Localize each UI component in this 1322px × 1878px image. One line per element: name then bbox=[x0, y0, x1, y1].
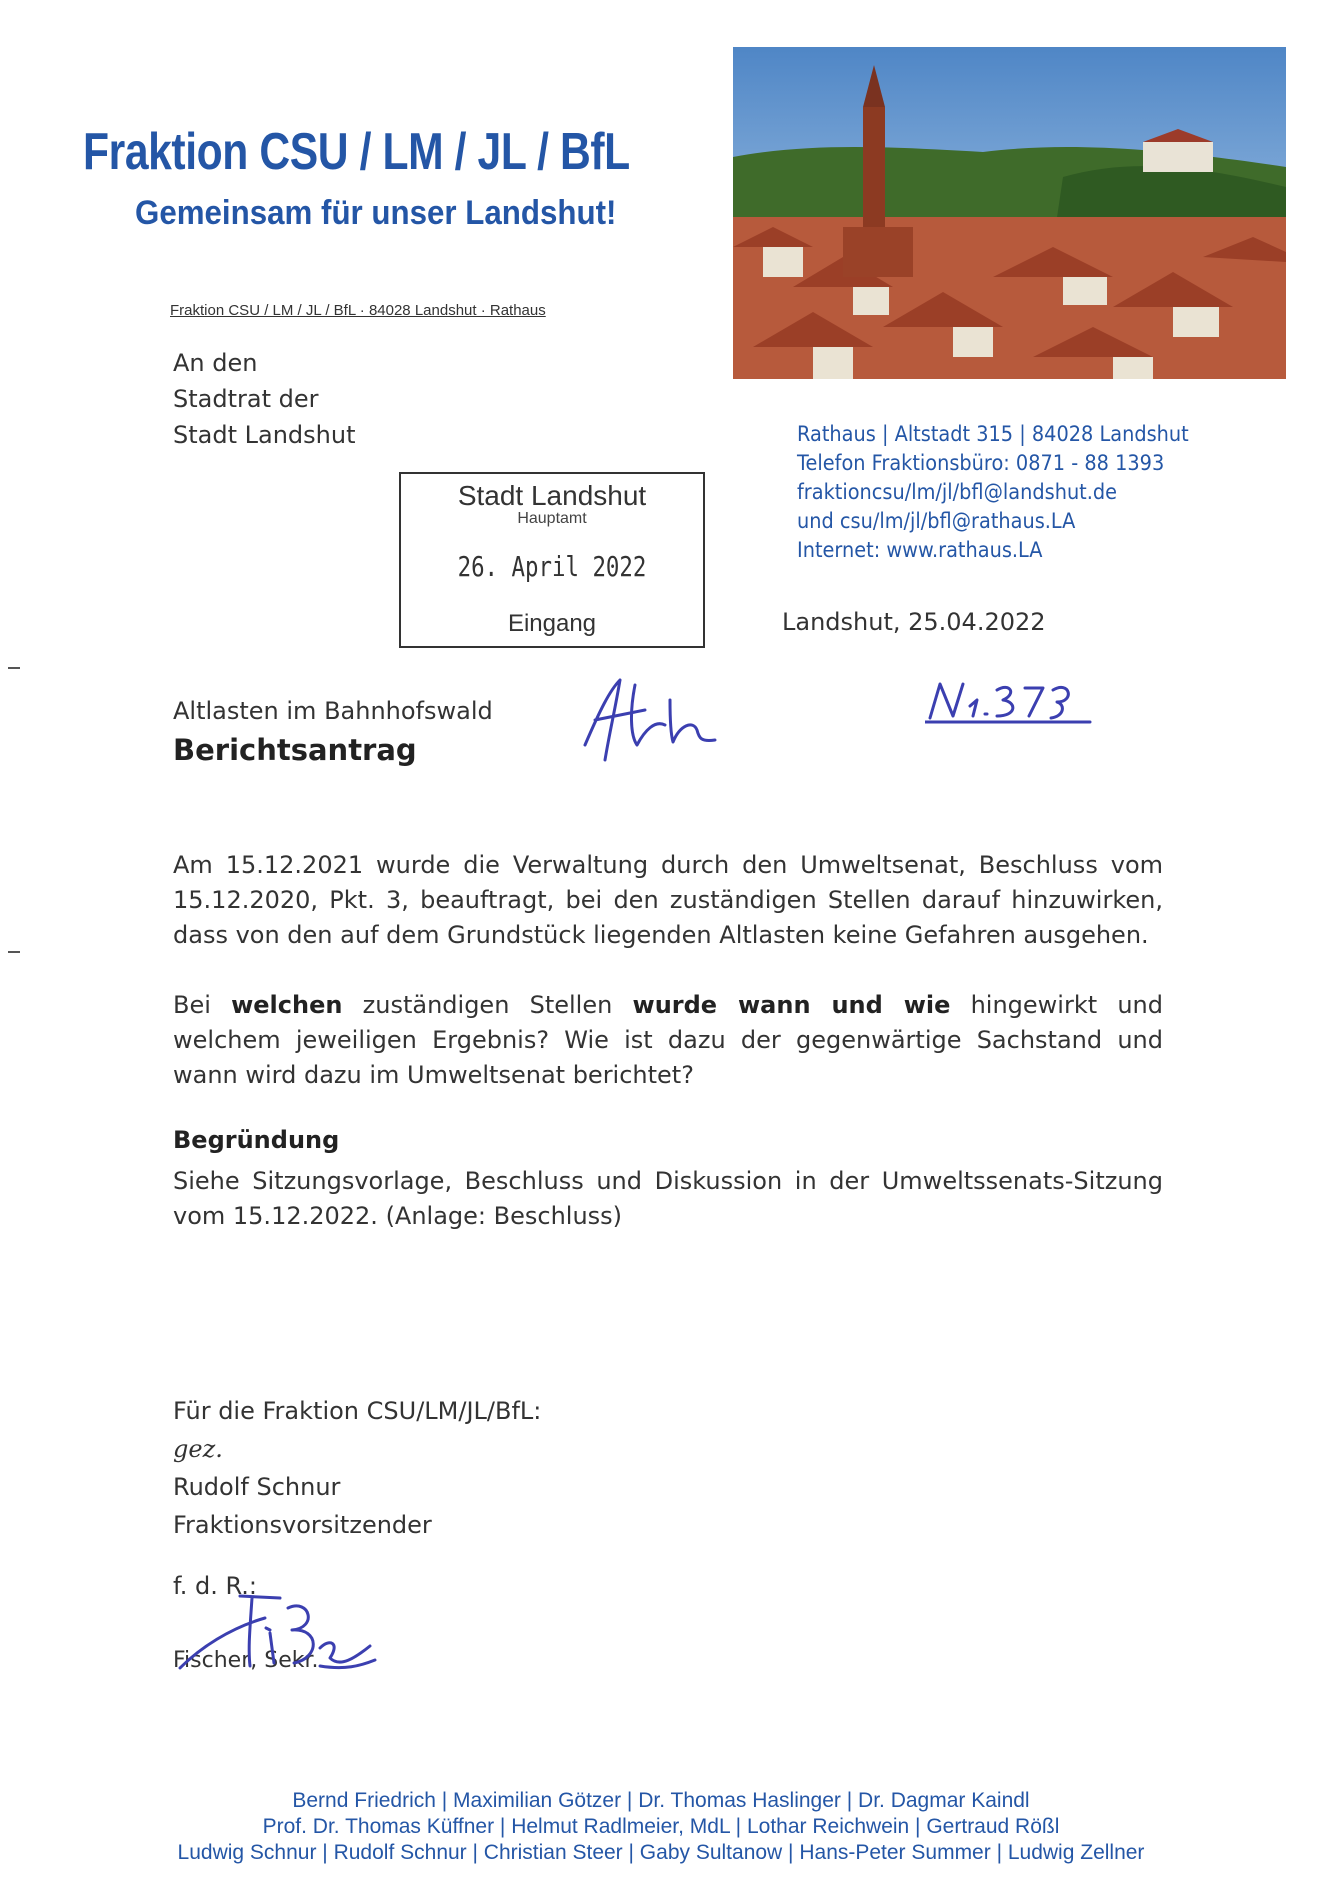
contact-address: Rathaus | Altstadt 315 | 84028 Landshut bbox=[797, 422, 1189, 446]
signature-block bbox=[173, 1392, 541, 1544]
city-photo bbox=[733, 47, 1286, 379]
secretary-name: Fischer, Sekr. bbox=[173, 1648, 319, 1673]
handwritten-signature bbox=[170, 1588, 380, 1678]
stamp-department: Hauptamt bbox=[517, 510, 587, 527]
place-date: Landshut, 25.04.2022 bbox=[782, 608, 1046, 636]
footer-line: Ludwig Schnur | Rudolf Schnur | Christian Steer | Gaby Sultanow | Hans-Peter Summer | Ludwig Zellner bbox=[177, 1841, 1145, 1864]
signature-gez: gez. bbox=[173, 1435, 223, 1463]
text-run: hingewirkt und welchem jeweiligen Ergebnis? Wie ist dazu der gegenwärtige Sachstand und wann wird dazu im Umweltsenat berichtet? bbox=[173, 991, 1163, 1089]
contact-phone: Telefon Fraktionsbüro: 0871 - 88 1393 bbox=[797, 451, 1165, 475]
text-run: zuständigen Stellen bbox=[342, 991, 633, 1019]
recipient-line: An den bbox=[173, 349, 258, 377]
footer-line: Bernd Friedrich | Maximilian Götzer | Dr. Thomas Haslinger | Dr. Dagmar Kaindl bbox=[292, 1789, 1030, 1812]
contact-email: fraktioncsu/lm/jl/bfl@landshut.de bbox=[797, 480, 1118, 504]
stamp-label: Eingang bbox=[507, 610, 597, 637]
body-paragraph bbox=[173, 988, 1163, 1093]
stamp-office: Stadt Landshut bbox=[457, 480, 647, 511]
signature-for: Für die Fraktion CSU/LM/JL/BfL: bbox=[173, 1397, 542, 1425]
party-title: Fraktion CSU / LM / JL / BfL bbox=[83, 123, 630, 181]
recipient-line: Stadtrat der bbox=[173, 385, 319, 413]
signatory-role: Fraktionsvorsitzender bbox=[173, 1511, 432, 1539]
fdr-label: f. d. R.: bbox=[173, 1572, 257, 1600]
recipient-address bbox=[173, 345, 355, 453]
contact-block bbox=[797, 420, 1189, 565]
contact-email-alt: und csu/lm/jl/bfl@rathaus.LA bbox=[797, 509, 1076, 533]
footer-members bbox=[0, 1788, 1322, 1866]
body-paragraph: Am 15.12.2021 wurde die Verwaltung durch den Umweltsenat, Beschluss vom 15.12.2020, Pkt. 3, beauftragt, bei den zuständigen Stellen darauf hinzuwirken, dass von den auf dem Grundstück liegenden Altlasten keine Gefahren ausgehen. bbox=[173, 851, 1163, 949]
subject-title: Altlasten im Bahnhofswald bbox=[173, 697, 493, 725]
city-skyline-image bbox=[733, 47, 1286, 379]
emphasis: welchen bbox=[231, 991, 343, 1019]
emphasis: wurde wann und wie bbox=[632, 991, 951, 1019]
receipt-stamp bbox=[399, 472, 705, 648]
handwritten-initials bbox=[575, 670, 725, 770]
stamp-date: 26. April 2022 bbox=[457, 550, 647, 583]
document-type: Berichtsantrag bbox=[173, 733, 417, 767]
contact-website: Internet: www.rathaus.LA bbox=[797, 538, 1043, 562]
reason-paragraph: Siehe Sitzungsvorlage, Beschluss und Diskussion in der Umweltssenats-Sitzung vom 15.12.2022. (Anlage: Beschluss) bbox=[173, 1167, 1163, 1230]
text-run: Bei bbox=[173, 991, 232, 1019]
signatory-name: Rudolf Schnur bbox=[173, 1473, 341, 1501]
margin-mark bbox=[8, 667, 20, 669]
footer-line: Prof. Dr. Thomas Küffner | Helmut Radlmeier, MdL | Lothar Reichwein | Gertraud Rößl bbox=[262, 1815, 1060, 1838]
party-slogan: Gemeinsam für unser Landshut! bbox=[135, 194, 617, 232]
section-heading: Begründung bbox=[173, 1126, 340, 1154]
recipient-line: Stadt Landshut bbox=[173, 421, 356, 449]
handwritten-number bbox=[925, 676, 1095, 726]
return-address: Fraktion CSU / LM / JL / BfL · 84028 Landshut · Rathaus bbox=[170, 302, 546, 319]
margin-mark bbox=[8, 951, 20, 953]
